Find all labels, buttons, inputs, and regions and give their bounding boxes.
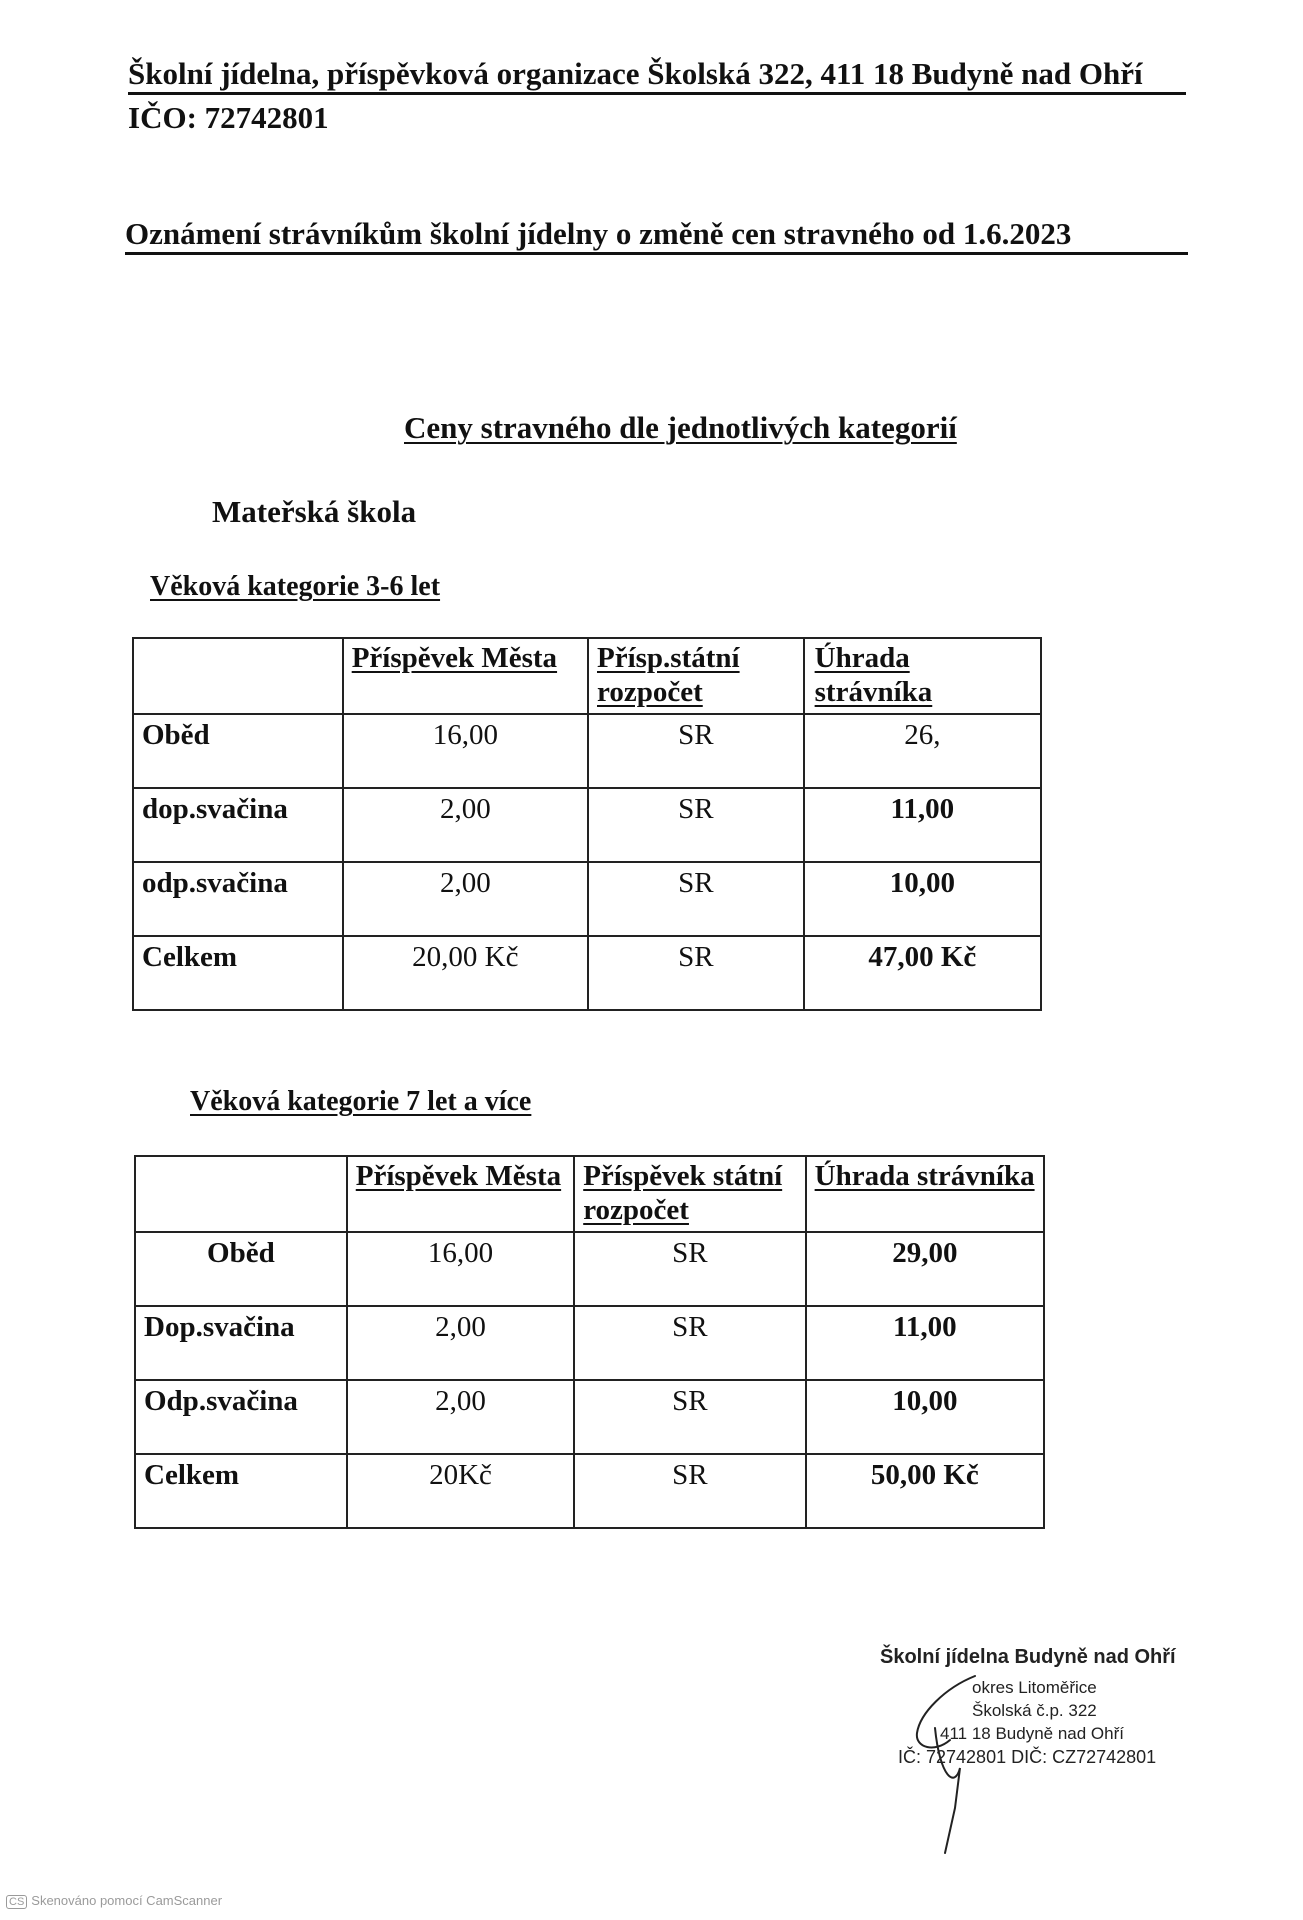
payer-amount: 10,00 xyxy=(806,1380,1044,1454)
row-label: Oběd xyxy=(133,714,343,788)
state-budget: SR xyxy=(588,788,804,862)
state-budget: SR xyxy=(588,936,804,1010)
state-budget: SR xyxy=(588,862,804,936)
school-label: Mateřská škola xyxy=(212,494,417,529)
row-label: Oběd xyxy=(135,1232,347,1306)
city-contribution: 2,00 xyxy=(347,1380,574,1454)
state-budget: SR xyxy=(588,714,804,788)
table1-header-row xyxy=(133,638,1041,714)
row-label: Celkem xyxy=(133,936,343,1010)
city-contribution: 2,00 xyxy=(343,788,588,862)
state-budget: SR xyxy=(574,1454,805,1528)
stamp-city: 411 18 Budyně nad Ohří xyxy=(940,1724,1124,1743)
city-contribution: 20Kč xyxy=(347,1454,574,1528)
notice-title: Oznámení strávníkům školní jídelny o změně cen stravného od 1.6.2023 xyxy=(125,216,1072,251)
section-title: Ceny stravného dle jednotlivých kategorií xyxy=(404,410,957,445)
row-label: dop.svačina xyxy=(133,788,343,862)
city-contribution: 16,00 xyxy=(347,1232,574,1306)
table-row xyxy=(133,862,1041,936)
table2-caption: Věková kategorie 7 let a více xyxy=(190,1086,532,1117)
payer-amount: 50,00 Kč xyxy=(806,1454,1044,1528)
table2-col-state: Příspěvek státní rozpočet xyxy=(574,1156,805,1232)
price-table-3-6 xyxy=(132,637,1042,1011)
table2-col-city: Příspěvek Města xyxy=(347,1156,574,1232)
table1-col-state: Přísp.státní rozpočet xyxy=(588,638,804,714)
table1-corner-cell xyxy=(133,638,343,714)
table1-caption: Věková kategorie 3-6 let xyxy=(150,571,441,602)
table2-col-payer: Úhrada strávníka xyxy=(806,1156,1044,1232)
table2-header-row xyxy=(135,1156,1044,1232)
row-label: odp.svačina xyxy=(133,862,343,936)
table-row xyxy=(135,1454,1044,1528)
table2-corner-cell xyxy=(135,1156,347,1232)
state-budget: SR xyxy=(574,1306,805,1380)
city-contribution: 20,00 Kč xyxy=(343,936,588,1010)
table-row xyxy=(135,1380,1044,1454)
signature-scribble xyxy=(905,1668,1015,1868)
table-row xyxy=(135,1306,1044,1380)
table-row xyxy=(133,788,1041,862)
row-label: Celkem xyxy=(135,1454,347,1528)
payer-amount: 11,00 xyxy=(804,788,1041,862)
table-row xyxy=(133,936,1041,1010)
payer-amount: 29,00 xyxy=(806,1232,1044,1306)
payer-amount: 47,00 Kč xyxy=(804,936,1041,1010)
footer-text: Skenováno pomocí CamScanner xyxy=(31,1893,223,1908)
payer-amount: 10,00 xyxy=(804,862,1041,936)
table1-col-city: Příspěvek Města xyxy=(343,638,588,714)
price-table-7-plus xyxy=(134,1155,1045,1529)
payer-amount: 26, xyxy=(804,714,1041,788)
stamp-title: Školní jídelna Budyně nad Ohří xyxy=(880,1646,1176,1668)
stamp-district: okres Litoměřice xyxy=(972,1678,1097,1697)
organization-line: Školní jídelna, příspěvková organizace Školská 322, 411 18 Budyně nad Ohří xyxy=(128,56,1143,91)
state-budget: SR xyxy=(574,1232,805,1306)
state-budget: SR xyxy=(574,1380,805,1454)
city-contribution: 2,00 xyxy=(347,1306,574,1380)
row-label: Odp.svačina xyxy=(135,1380,347,1454)
table-row xyxy=(133,714,1041,788)
payer-amount: 11,00 xyxy=(806,1306,1044,1380)
table-row xyxy=(135,1232,1044,1306)
city-contribution: 2,00 xyxy=(343,862,588,936)
scanner-footer xyxy=(6,1893,222,1909)
row-label: Dop.svačina xyxy=(135,1306,347,1380)
city-contribution: 16,00 xyxy=(343,714,588,788)
camscanner-icon: CS xyxy=(6,1895,27,1909)
notice-underline xyxy=(125,252,1188,255)
stamp-street: Školská č.p. 322 xyxy=(972,1701,1097,1720)
org-underline xyxy=(128,92,1186,95)
ico-line: IČO: 72742801 xyxy=(128,100,329,135)
table1-col-payer: Úhrada strávníka xyxy=(804,638,1041,714)
stamp-ids: IČ: 72742801 DIČ: CZ72742801 xyxy=(898,1747,1157,1767)
